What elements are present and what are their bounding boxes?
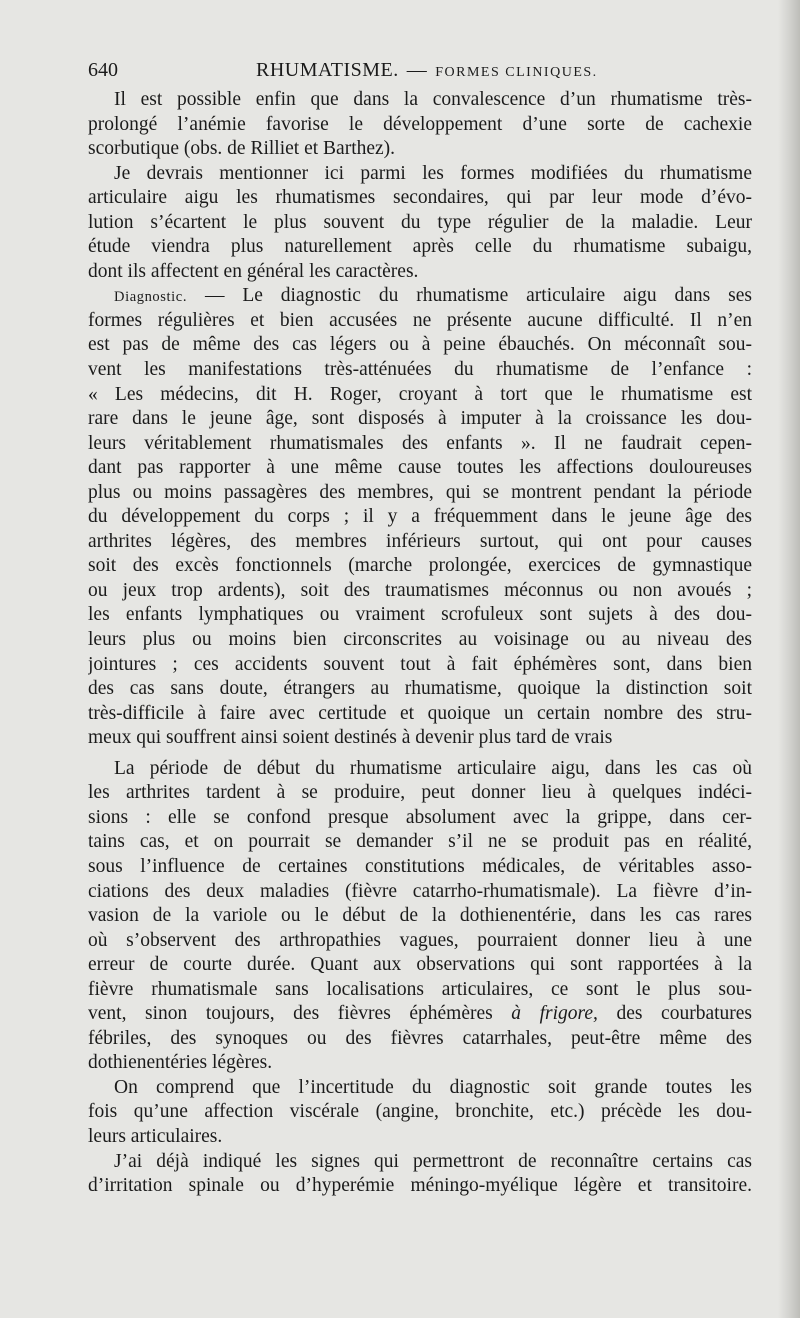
text-line: fièvre rhumatismale sans localisations articulaires, ce sont le plus sou- xyxy=(88,978,752,1000)
text-line: les enfants lymphatiques ou vraiment scrofuleux sont sujets à des dou- xyxy=(88,604,752,626)
text-span: vent, sinon toujours, des fièvres éphémères xyxy=(88,1003,493,1025)
text-line: prolongé l’anémie favorise le développement d’une sorte de cachexie xyxy=(88,113,752,135)
text-line: Il est possible enfin que dans la convalescence d’un rhumatisme très- xyxy=(114,89,752,110)
text-line: d’irritation spinale ou d’hyperémie méningo-myélique légère et transitoire. xyxy=(88,1175,752,1197)
text-line: est pas de même des cas légers ou à peine ébauchés. On méconnaît sou- xyxy=(88,334,752,356)
text-line: formes régulières et bien accusées ne présente aucune difficulté. Il n’en xyxy=(88,309,752,331)
running-title: RHUMATISME. xyxy=(256,59,399,81)
text-line: ou jeux trop ardents), soit des traumatismes méconnus ou non avoués ; xyxy=(88,579,752,601)
page-body xyxy=(88,88,752,1199)
text-span: des courbatures xyxy=(616,1003,752,1025)
page-number: 640 xyxy=(88,59,118,81)
text-line: leurs véritablement rhumatismales des enfants ». Il ne faudrait cepen- xyxy=(88,432,752,454)
text-line: très-difficile à faire avec certitude et quoique un certain nombre des stru- xyxy=(88,702,752,724)
text-line: ciations des deux maladies (fièvre catarrho-rhumatismale). La fièvre d’in- xyxy=(88,880,752,902)
text-line: leurs plus ou moins bien circonscrites au voisinage ou au niveau des xyxy=(88,629,752,651)
text-line: jointures ; ces accidents souvent tout à fait éphémères sont, dans bien xyxy=(88,653,752,675)
text-line: soit des excès fonctionnels (marche prolongée, exercices de gymnastique xyxy=(88,555,752,577)
text-line xyxy=(88,284,752,309)
paragraph xyxy=(88,1150,752,1199)
section-heading: Diagnostic. xyxy=(114,289,188,306)
text-line: On comprend que l’incertitude du diagnostic soit grande toutes les xyxy=(114,1076,752,1098)
paragraph xyxy=(88,162,752,285)
text-line: plus ou moins passagères des membres, qui se montrent pendant la période xyxy=(88,481,752,503)
paragraph-diagnostic xyxy=(88,284,752,750)
text-line: dant pas rapporter à une même cause toutes les affections douloureuses xyxy=(88,457,752,479)
text-line: erreur de courte durée. Quant aux observations qui sont rapportées à la xyxy=(88,954,752,976)
text-line: du développement du corps ; il y a fréquemment dans le jeune âge des xyxy=(88,506,752,528)
text-line: tains cas, et on pourrait se demander s’il ne se produit pas en réalité, xyxy=(88,831,752,853)
paragraph xyxy=(88,757,752,1076)
running-title-group xyxy=(256,56,598,87)
text-line: J’ai déjà indiqué les signes qui permettront de reconnaître certains cas xyxy=(114,1150,752,1172)
text-line: sions : elle se confond presque absolument avec la grippe, dans cer- xyxy=(88,806,752,828)
text-line: fébriles, des synoques ou des fièvres catarrhales, peut-être même des xyxy=(88,1027,752,1049)
text-line: vasion de la variole ou le début de la dothienentérie, dans les cas rares xyxy=(88,905,752,927)
text-line: les arthrites tardent à se produire, peut donner lieu à quelques indéci- xyxy=(88,782,752,804)
text-line: Je devrais mentionner ici parmi les formes modifiées du rhumatisme xyxy=(114,162,752,184)
text-line: des cas sans doute, étrangers au rhumatisme, quoique la distinction soit xyxy=(88,678,752,700)
text-line: lution s’écartent le plus souvent du type régulier de la maladie. Leur xyxy=(88,211,752,233)
running-title-dash: — xyxy=(406,59,428,81)
heading-continuation: — Le diagnostic du rhumatisme articulaire aigu dans ses xyxy=(204,285,752,307)
running-subtitle: FORMES CLINIQUES. xyxy=(435,65,598,80)
text-line: vent les manifestations très-atténuées du rhumatisme de l’enfance : xyxy=(88,359,752,381)
text-line: dothienentéries légères. xyxy=(88,1052,273,1074)
page-edge-shadow xyxy=(778,0,800,1318)
text-line: arthrites légères, des membres inférieurs surtout, qui ont pour causes xyxy=(88,530,752,552)
text-line: étude viendra plus naturellement après celle du rhumatisme subaigu, xyxy=(88,236,752,258)
paragraph xyxy=(88,88,752,162)
text-line: où s’observent des arthropathies vagues, pourraient donner lieu à une xyxy=(88,929,752,951)
text-line: meux qui souffrent ainsi soient destinés à devenir plus tard de vrais xyxy=(88,727,613,749)
paragraph xyxy=(88,1076,752,1150)
italic-term: à frigore, xyxy=(511,1003,598,1025)
text-line: « Les médecins, dit H. Roger, croyant à tort que le rhumatisme est xyxy=(88,383,752,405)
text-line: rare dans le jeune âge, sont disposés à imputer à la croissance les dou- xyxy=(88,408,752,430)
text-line: fois qu’une affection viscérale (angine, bronchite, etc.) précède les dou- xyxy=(88,1101,752,1123)
text-line: leurs articulaires. xyxy=(88,1125,223,1147)
text-line: articulaire aigu les rhumatismes secondaires, qui par leur mode d’évo- xyxy=(88,187,752,209)
text-line xyxy=(88,1002,752,1027)
text-line: dont ils affectent en général les caractères. xyxy=(88,260,419,282)
text-line: scorbutique (obs. de Rilliet et Barthez). xyxy=(88,138,396,160)
text-line: La période de début du rhumatisme articulaire aigu, dans les cas où xyxy=(114,757,752,779)
text-line: sous l’influence de certaines constitutions médicales, de véritables asso- xyxy=(88,855,752,877)
